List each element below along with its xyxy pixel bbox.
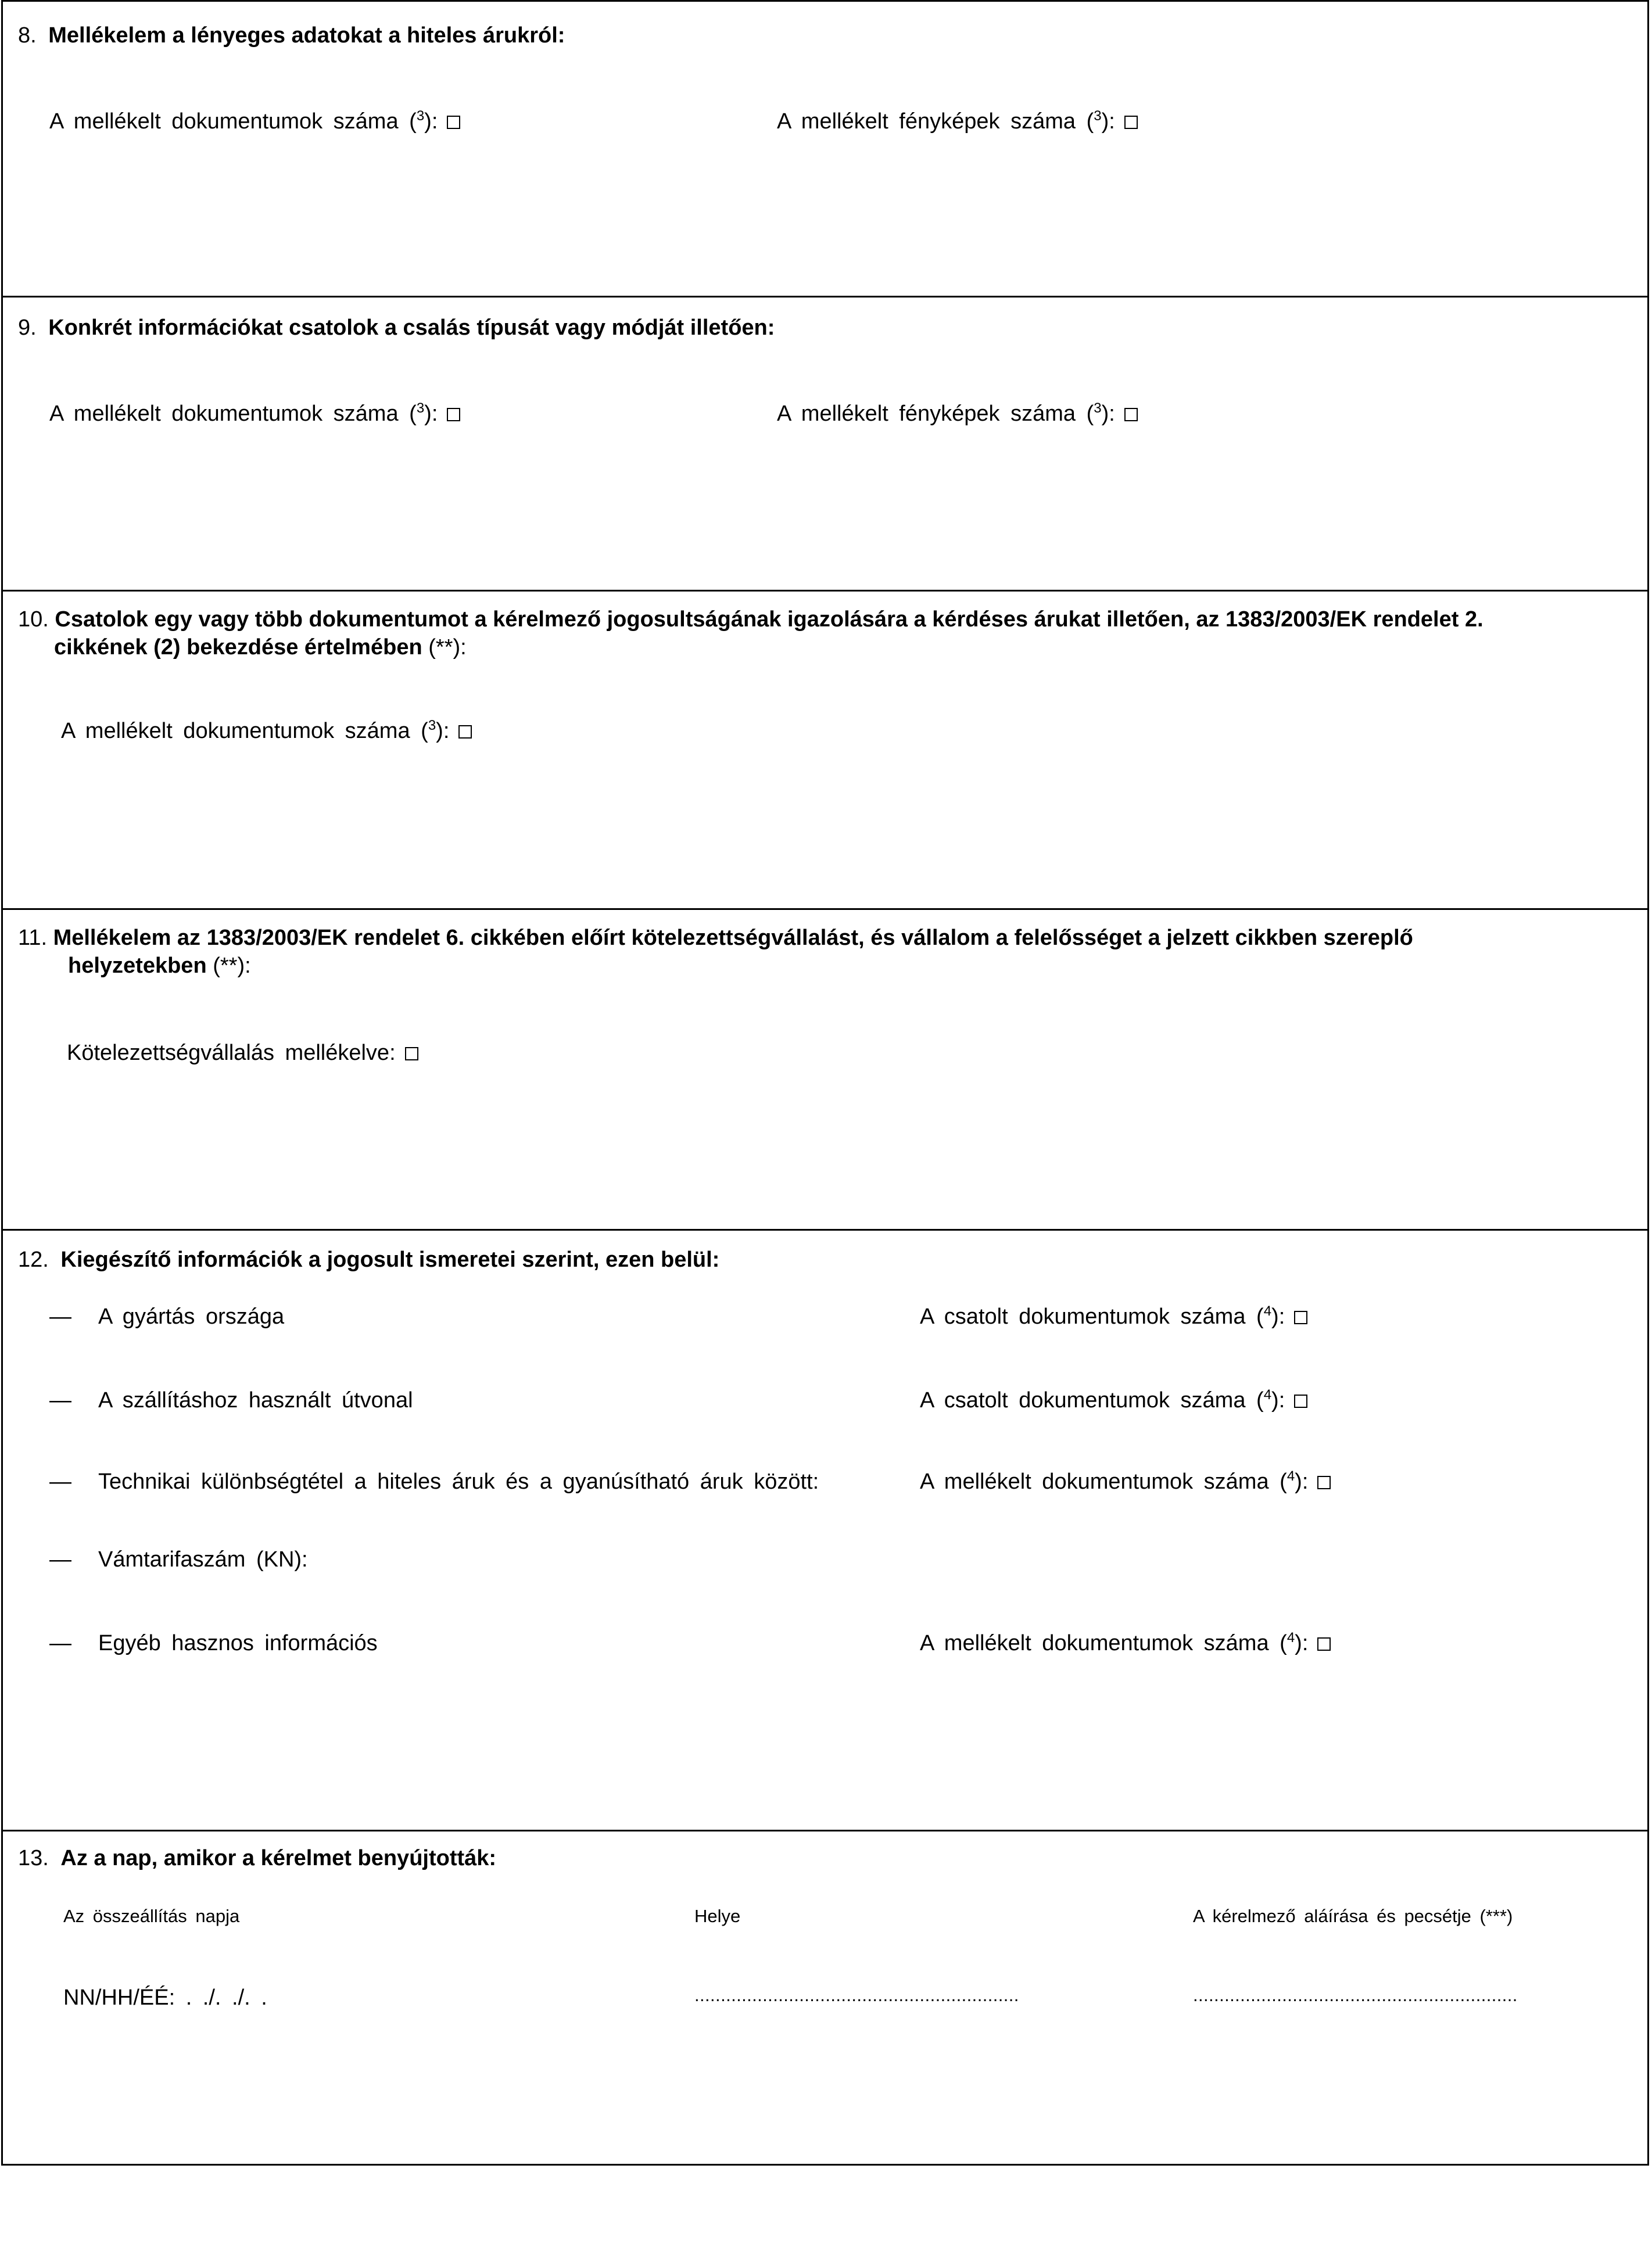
s9-photos-label: A mellékelt fényképek száma ( <box>777 402 1094 426</box>
section-9-number: 9. <box>18 316 37 340</box>
section-12 <box>3 1229 1647 1831</box>
s12-dash: — <box>49 1631 71 1655</box>
s12-item-other <box>49 1629 378 1657</box>
s10-docs-count <box>61 717 472 745</box>
s8-docs-close: ): <box>424 109 438 134</box>
s9-photos-count <box>777 400 1138 428</box>
s9-photos-checkbox[interactable] <box>1124 408 1138 421</box>
s8-photos-count <box>777 107 1138 135</box>
s8-photos-checkbox[interactable] <box>1124 116 1138 129</box>
section-10-title-note: (**): <box>428 635 467 659</box>
s10-docs-footnote: 3 <box>428 718 436 733</box>
section-10-number: 10. <box>18 607 49 632</box>
section-11-number: 11. <box>18 926 48 950</box>
s12-docs-footnote: 4 <box>1263 1387 1272 1403</box>
s12-item-technical-docs <box>920 1468 1331 1496</box>
section-12-heading <box>18 1246 719 1274</box>
s9-docs-checkbox[interactable] <box>447 408 460 421</box>
section-13-heading <box>18 1844 496 1872</box>
s9-photos-close: ): <box>1101 402 1115 426</box>
section-8-heading <box>18 21 565 49</box>
s13-signature-field[interactable]: .............................................................. <box>1193 1985 1518 2005</box>
s8-photos-label: A mellékelt fényképek száma ( <box>777 109 1094 134</box>
section-12-title: Kiegészítő információk a jogosult ismeretei szerint, ezen belül: <box>60 1248 720 1272</box>
s12-docs-footnote: 4 <box>1287 1630 1295 1646</box>
s12-dash: — <box>49 1547 71 1572</box>
s12-item-label: A gyártás országa <box>98 1304 285 1329</box>
section-10-title-line2: cikkének (2) bekezdése értelmében <box>54 635 422 659</box>
application-form <box>1 0 1649 2166</box>
s8-photos-footnote: 3 <box>1094 108 1102 124</box>
s13-date-label: Az összeállítás napja <box>63 1906 240 1926</box>
s12-item-route-docs <box>920 1386 1307 1414</box>
s12-item-country-docs <box>920 1303 1307 1331</box>
s13-date-field[interactable]: NN/HH/ÉÉ: . ./. ./. . <box>63 1985 267 2010</box>
s12-dash: — <box>49 1469 71 1494</box>
s11-commitment <box>67 1039 418 1067</box>
section-13-number: 13. <box>18 1846 49 1870</box>
section-13-title: Az a nap, amikor a kérelmet benyújtották: <box>60 1846 497 1870</box>
s12-docs-label: A csatolt dokumentumok száma ( <box>920 1304 1264 1329</box>
s12-item-label: Vámtarifaszám (KN): <box>98 1547 308 1572</box>
s8-docs-count <box>49 107 460 135</box>
s13-signature-label: A kérelmező aláírása és pecsétje (***) <box>1193 1906 1513 1926</box>
section-11-heading <box>18 924 1639 980</box>
s12-docs-footnote: 4 <box>1287 1468 1295 1484</box>
s13-place-field[interactable]: .............................................................. <box>694 1985 1019 2005</box>
s12-country-checkbox[interactable] <box>1294 1311 1307 1324</box>
s12-dash: — <box>49 1304 71 1329</box>
section-9-title: Konkrét információkat csatolok a csalás típusát vagy módját illetően: <box>48 316 775 340</box>
s12-docs-label: A mellékelt dokumentumok száma ( <box>920 1469 1287 1494</box>
s13-place-label: Helye <box>694 1906 741 1926</box>
s8-docs-checkbox[interactable] <box>447 116 460 129</box>
section-8-title: Mellékelem a lényeges adatokat a hiteles árukról: <box>48 23 565 48</box>
s9-docs-close: ): <box>424 402 438 426</box>
s8-docs-label: A mellékelt dokumentumok száma ( <box>49 109 417 134</box>
s12-docs-close: ): <box>1295 1631 1309 1655</box>
s12-docs-label: A mellékelt dokumentumok száma ( <box>920 1631 1287 1655</box>
s12-other-checkbox[interactable] <box>1317 1637 1331 1651</box>
section-9 <box>3 296 1647 591</box>
s9-docs-label: A mellékelt dokumentumok száma ( <box>49 402 417 426</box>
s9-photos-footnote: 3 <box>1094 400 1102 416</box>
s12-docs-close: ): <box>1271 1388 1285 1413</box>
section-8 <box>3 2 1647 297</box>
section-9-heading <box>18 314 775 342</box>
section-10-title-line1: Csatolok egy vagy több dokumentumot a kérelmező jogosultságának igazolására a kérdéses árukat illetően, az 1383/2003/EK rendelet 2. <box>55 607 1483 632</box>
s12-docs-label: A csatolt dokumentumok száma ( <box>920 1388 1264 1413</box>
section-13 <box>3 1830 1647 2164</box>
s12-docs-footnote: 4 <box>1263 1303 1272 1319</box>
s12-item-label: A szállításhoz használt útvonal <box>98 1388 413 1413</box>
section-11 <box>3 908 1647 1230</box>
s8-photos-close: ): <box>1101 109 1115 134</box>
s12-dash: — <box>49 1388 71 1413</box>
s12-docs-close: ): <box>1271 1304 1285 1329</box>
section-11-title-line1: Mellékelem az 1383/2003/EK rendelet 6. cikkében előírt kötelezettségvállalást, és vállalom a felelősséget a jelzett cikkben szereplő <box>53 926 1413 950</box>
section-11-title-note: (**): <box>213 954 251 978</box>
s12-technical-checkbox[interactable] <box>1317 1476 1331 1489</box>
s9-docs-footnote: 3 <box>416 400 425 416</box>
s12-route-checkbox[interactable] <box>1294 1395 1307 1408</box>
s12-item-route <box>49 1386 413 1414</box>
section-8-number: 8. <box>18 23 37 48</box>
section-12-number: 12. <box>18 1248 49 1272</box>
s8-docs-footnote: 3 <box>416 108 425 124</box>
section-11-title-line2: helyzetekben <box>68 954 207 978</box>
section-10-heading <box>18 605 1639 661</box>
s12-item-label: Egyéb hasznos információs <box>98 1631 378 1655</box>
s12-item-label: Technikai különbségtétel a hiteles áruk és a gyanúsítható áruk között: <box>98 1469 819 1494</box>
s12-item-other-docs <box>920 1629 1331 1657</box>
s12-item-tariff <box>49 1546 308 1573</box>
s12-docs-close: ): <box>1295 1469 1309 1494</box>
s12-item-country <box>49 1303 284 1331</box>
s11-commitment-label: Kötelezettségvállalás mellékelve: <box>67 1041 396 1065</box>
s11-commitment-checkbox[interactable] <box>405 1047 418 1060</box>
s10-docs-checkbox[interactable] <box>458 725 472 739</box>
s10-docs-close: ): <box>436 719 450 743</box>
s10-docs-label: A mellékelt dokumentumok száma ( <box>61 719 428 743</box>
s9-docs-count <box>49 400 460 428</box>
s12-item-technical <box>49 1468 819 1496</box>
section-10 <box>3 590 1647 909</box>
